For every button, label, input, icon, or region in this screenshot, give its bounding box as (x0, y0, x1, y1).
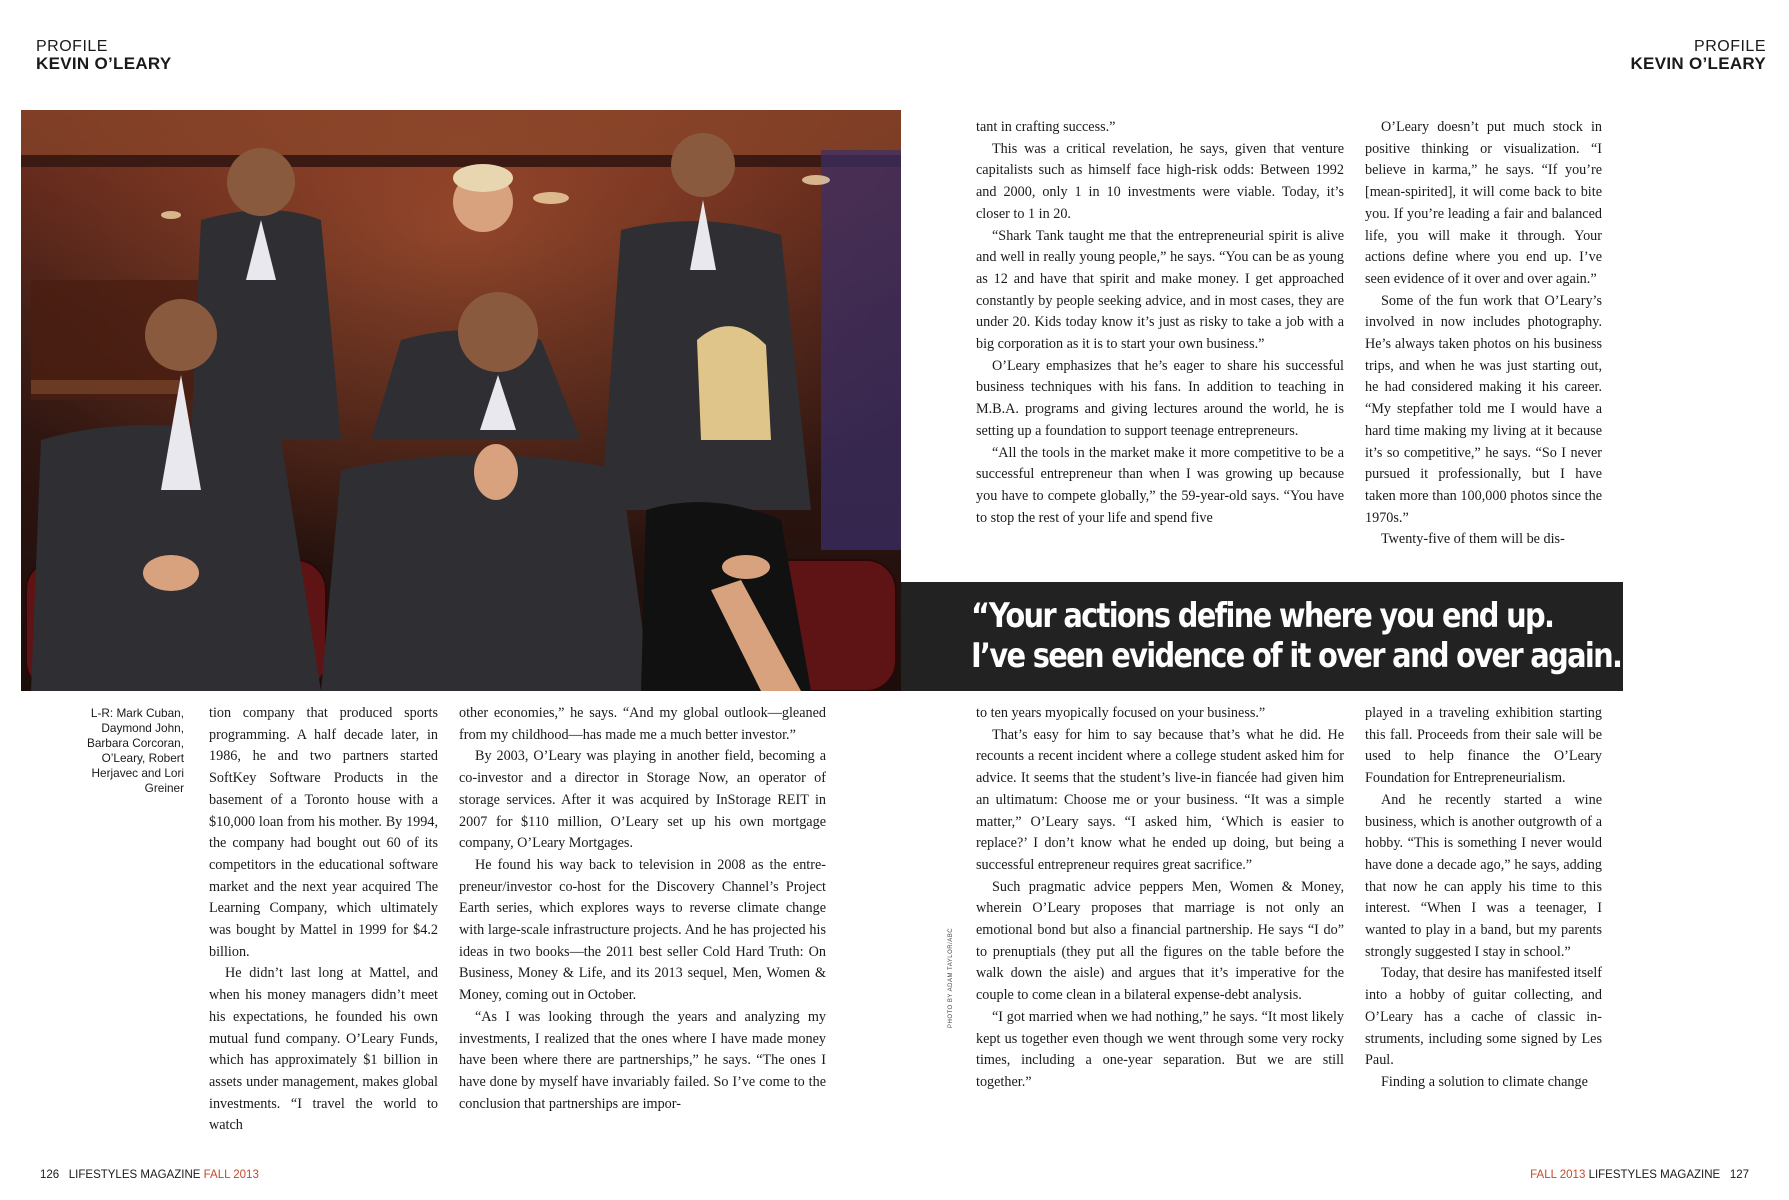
paragraph: O’Leary doesn’t put much stock in positive thinking or visualization. “I believe in karma,” he says. “If you’re [mean-spirited], it will come back to bite you. If you’re leading a fair and balanced life, you will make it through. Your actions define where you end up. I’ve seen evidence of it over and over again.” (1365, 119, 1602, 287)
paragraph: Twenty-five of them will be dis- (1381, 531, 1565, 548)
paragraph: This was a critical revelation, he says, given that venture capitalists such as himself face high-risk odds: Between 1992 and 2000, only 1 in 10 investments were viable. Today, it’s closer to 1 in 20. (976, 140, 1344, 222)
profile-name: KEVIN O’LEARY (36, 54, 172, 73)
folio-right (1530, 1169, 1749, 1181)
paragraph: Today, that desire has manifested itself into a hobby of guitar collecting, and O’Leary has a cache of classic instruments, including some signed by Les Paul. (1365, 965, 1602, 1069)
article-column (459, 703, 826, 1115)
magazine-name: LIFESTYLES MAGAZINE (68, 1169, 201, 1181)
folio-left (40, 1169, 259, 1181)
section-kicker: PROFILE (1694, 38, 1766, 55)
article-column (1365, 117, 1602, 551)
paragraph: He found his way back to television in 2008 as the entrepreneur/investor co-host for the Discovery Channel’s Project Earth series, which explores ways to reverse climate change with large-scale infrastructure projects. And he has projected his ideas in two books—the 2011 best seller Cold Hard Truth: On Business, Money & Life, and its 2013 sequel, Men, Women & Money, coming out in October. (459, 856, 826, 1004)
pull-quote-line: I’ve seen evidence of it over and over again.” (971, 636, 1639, 676)
paragraph: played in a traveling exhibition starting this fall. Proceeds from their sale will be used to help finance the O’Leary Foundation for Entrepreneurialism. (1365, 705, 1602, 787)
paragraph: Finding a solution to climate change (1381, 1073, 1588, 1090)
paragraph: Such pragmatic advice peppers Men, Women & Money, wherein O’Leary proposes that marriage is not only an emotional bond but also a financial partnership. He says “I do” to prenuptials (they put all the figures on the table before the walk down the aisle) and argues that it’s imperative for the couple to come clean in a bilateral expense-debt analysis. (976, 878, 1344, 1004)
edition-label: FALL 2013 (203, 1169, 259, 1181)
section-kicker: PROFILE (36, 38, 108, 55)
article-column (976, 117, 1344, 529)
photo-credit: PHOTO BY ADAM TAYLOR/ABC (948, 927, 954, 1028)
paragraph: tion company that produced sports programming. A half decade later, in 1986, he and two partners started SoftKey Software Products in the basement of a Toronto house with a $10,000 loan from his mother. By 1994, the company had bought out 60 of its competitors in the educational software market and the next year acquired The Learning Company, which ultimately was bought by Mattel in 1999 for $4.2 billion. (209, 705, 438, 960)
paragraph: to ten years myopically focused on your business.” (976, 705, 1266, 721)
paragraph: tant in crafting success.” (976, 119, 1116, 135)
group-photo (21, 110, 901, 691)
paragraph: Some of the fun work that O’Leary’s involved in now includes photography. He’s always taken photos on his business trips, and when he was just starting out, he had considered making it his career. “My stepfather told me I would have a hard time making my living at it because it’s so competitive,” he says. “So I never pursued it professionally, but I have taken more than 100,000 photos since the 1970s.” (1365, 292, 1602, 526)
running-head-left (36, 38, 172, 72)
paragraph: “As I was looking through the years and analyzing my investments, I realized that the ones where I have made money have been where there are partnerships,” he says. “The ones I have done by myself have invariably failed. So I’ve come to the conclusion that partnerships are impor- (459, 1008, 826, 1112)
article-column (209, 703, 438, 1137)
paragraph: That’s easy for him to say because that’s what he did. He recounts a recent incident where a college student asked him for advice. It seems that the student’s live-in fiancée had given him an ultimatum: Choose me or your business. “It was a simple matter,” O’Leary says. “I asked him, ‘Which is easier to replace?’ I don’t know what he ended up doing, but being a successful entrepreneur requires great sacrifice.” (976, 726, 1344, 873)
paragraph: By 2003, O’Leary was playing in another field, becoming a co-investor and a director in Storage Now, an operator of storage services. After it was acquired by InStorage REIT in 2007 for $110 million, O’Leary set up his own mortgage company, O’Leary Mortgages. (459, 748, 826, 852)
paragraph: “I got married when we had nothing,” he says. “It most likely kept us together even though we went through some very rocky times, including a one-year separation. But we are still together.” (976, 1008, 1344, 1090)
paragraph: He didn’t last long at Mattel, and when his money managers didn’t meet his expectations, he founded his own mutual fund company. O’Leary Funds, which has approximately $1 billion in assets under management, makes global investments. “I travel the world to watch (209, 965, 438, 1134)
edition-label: FALL 2013 (1530, 1169, 1586, 1181)
profile-name: KEVIN O’LEARY (1630, 54, 1766, 73)
article-column (1365, 703, 1602, 1094)
paragraph: “Shark Tank taught me that the entrepreneurial spirit is alive and well in really young people,” he says. “You can be as young as 12 and have that spirit and make money. I get approached constantly by people seeking advice, and in most cases, they are under 20. Kids today know it’s just as risky to take a job with a big corporation as it is to start your own business.” (976, 227, 1344, 353)
photo-caption: L-R: Mark Cuban, Daymond John, Barbara Corcoran, O’Leary, Robert Herjavec and Lori Greiner (86, 706, 184, 795)
page-number: 127 (1729, 1169, 1749, 1181)
pull-quote-line: “Your actions define where you end up. (971, 596, 1554, 636)
paragraph: O’Leary emphasizes that he’s eager to share his successful business techniques with his fans. In addition to teaching in M.B.A. programs and giving lectures around the world, he is setting up a foundation to support teenage entrepreneurs. (976, 357, 1344, 439)
page-number: 126 (40, 1169, 60, 1181)
article-column (976, 703, 1344, 1094)
paragraph: other economies,” he says. “And my global outlook—gleaned from my childhood—has made me a much better investor.” (459, 705, 826, 743)
magazine-name: LIFESTYLES MAGAZINE (1588, 1169, 1721, 1181)
paragraph: “All the tools in the market make it more competitive to be a successful entrepreneur than when I was growing up because you have to compete globally,” the 59-year-old says. “You have to stop the rest of your life and spend five (976, 444, 1344, 526)
paragraph: And he recently started a wine business, which is another outgrowth of a hobby. “This is something I never would have done a decade ago,” he says, adding that now he can apply his time to this interest. “When I was a teenager, I wanted to play in a band, but my parents strongly suggested I stay in school.” (1365, 791, 1602, 960)
running-head-right (1630, 38, 1766, 72)
pull-quote (901, 582, 1639, 691)
